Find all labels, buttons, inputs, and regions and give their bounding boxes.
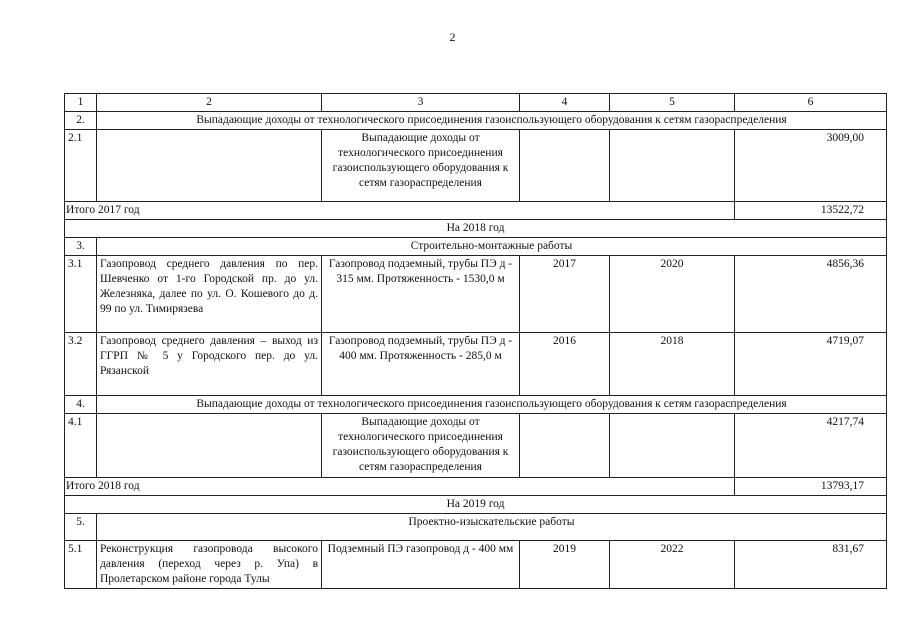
- year-heading: На 2019 год: [65, 496, 887, 514]
- amount: 3009,00: [735, 130, 887, 202]
- section-title: Выпадающие доходы от технологического присоединения газоиспользующего оборудования к сетям газораспределения: [97, 112, 887, 130]
- year-row: [65, 220, 887, 238]
- section-row: [65, 112, 887, 130]
- end-year: [610, 130, 735, 202]
- start-year: [520, 414, 610, 478]
- header-cell: 4: [520, 94, 610, 112]
- start-year: 2016: [520, 333, 610, 396]
- amount: 831,67: [735, 541, 887, 589]
- description: Газопровод подземный, трубы ПЭ д - 400 мм. Протяженность - 285,0 м: [322, 333, 520, 396]
- table-row: [65, 333, 887, 396]
- end-year: 2018: [610, 333, 735, 396]
- section-number: 5.: [65, 514, 97, 541]
- header-row: [65, 94, 887, 112]
- object-name: [97, 414, 322, 478]
- table-row: [65, 256, 887, 333]
- object-name: [97, 130, 322, 202]
- row-number: 3.1: [65, 256, 97, 333]
- investment-program-table: [64, 93, 887, 589]
- header-cell: 6: [735, 94, 887, 112]
- object-name: Газопровод среднего давления по пер. Шевченко от 1-го Городской пр. до ул. Железняка, далее по ул. О. Кошевого до д. 99 по ул. Тимирязева: [97, 256, 322, 333]
- start-year: [520, 130, 610, 202]
- section-number: 2.: [65, 112, 97, 130]
- row-number: 5.1: [65, 541, 97, 589]
- description: Подземный ПЭ газопровод д - 400 мм: [322, 541, 520, 589]
- amount: 4217,74: [735, 414, 887, 478]
- year-row: [65, 496, 887, 514]
- total-amount: 13793,17: [735, 478, 887, 496]
- page-number: 2: [449, 30, 456, 44]
- description: Выпадающие доходы от технологического присоединения газоиспользующего оборудования к сетям газораспределения: [322, 130, 520, 202]
- section-row: [65, 238, 887, 256]
- total-row: [65, 202, 887, 220]
- section-number: 4.: [65, 396, 97, 414]
- amount: 4719,07: [735, 333, 887, 396]
- total-label: Итого 2018 год: [65, 478, 735, 496]
- table-row: [65, 541, 887, 589]
- amount: 4856,36: [735, 256, 887, 333]
- object-name: Реконструкция газопровода высокого давления (переход через р. Упа) в Пролетарском районе города Тулы: [97, 541, 322, 589]
- table-row: [65, 130, 887, 202]
- end-year: [610, 414, 735, 478]
- object-name: Газопровод среднего давления – выход из ГГРП № 5 у Городского пер. до ул. Рязанской: [97, 333, 322, 396]
- section-title: Строительно-монтажные работы: [97, 238, 887, 256]
- total-amount: 13522,72: [735, 202, 887, 220]
- header-cell: 5: [610, 94, 735, 112]
- section-title: Проектно-изыскательские работы: [97, 514, 887, 541]
- total-row: [65, 478, 887, 496]
- total-label: Итого 2017 год: [65, 202, 735, 220]
- header-cell: 1: [65, 94, 97, 112]
- start-year: 2019: [520, 541, 610, 589]
- year-heading: На 2018 год: [65, 220, 887, 238]
- table-row: [65, 414, 887, 478]
- description: Выпадающие доходы от технологического присоединения газоиспользующего оборудования к сетям газораспределения: [322, 414, 520, 478]
- row-number: 3.2: [65, 333, 97, 396]
- section-title: Выпадающие доходы от технологического присоединения газоиспользующего оборудования к сетям газораспределения: [97, 396, 887, 414]
- row-number: 4.1: [65, 414, 97, 478]
- section-row: [65, 514, 887, 541]
- header-cell: 2: [97, 94, 322, 112]
- end-year: 2022: [610, 541, 735, 589]
- start-year: 2017: [520, 256, 610, 333]
- description: Газопровод подземный, трубы ПЭ д - 315 мм. Протяженность - 1530,0 м: [322, 256, 520, 333]
- header-cell: 3: [322, 94, 520, 112]
- row-number: 2.1: [65, 130, 97, 202]
- section-number: 3.: [65, 238, 97, 256]
- end-year: 2020: [610, 256, 735, 333]
- section-row: [65, 396, 887, 414]
